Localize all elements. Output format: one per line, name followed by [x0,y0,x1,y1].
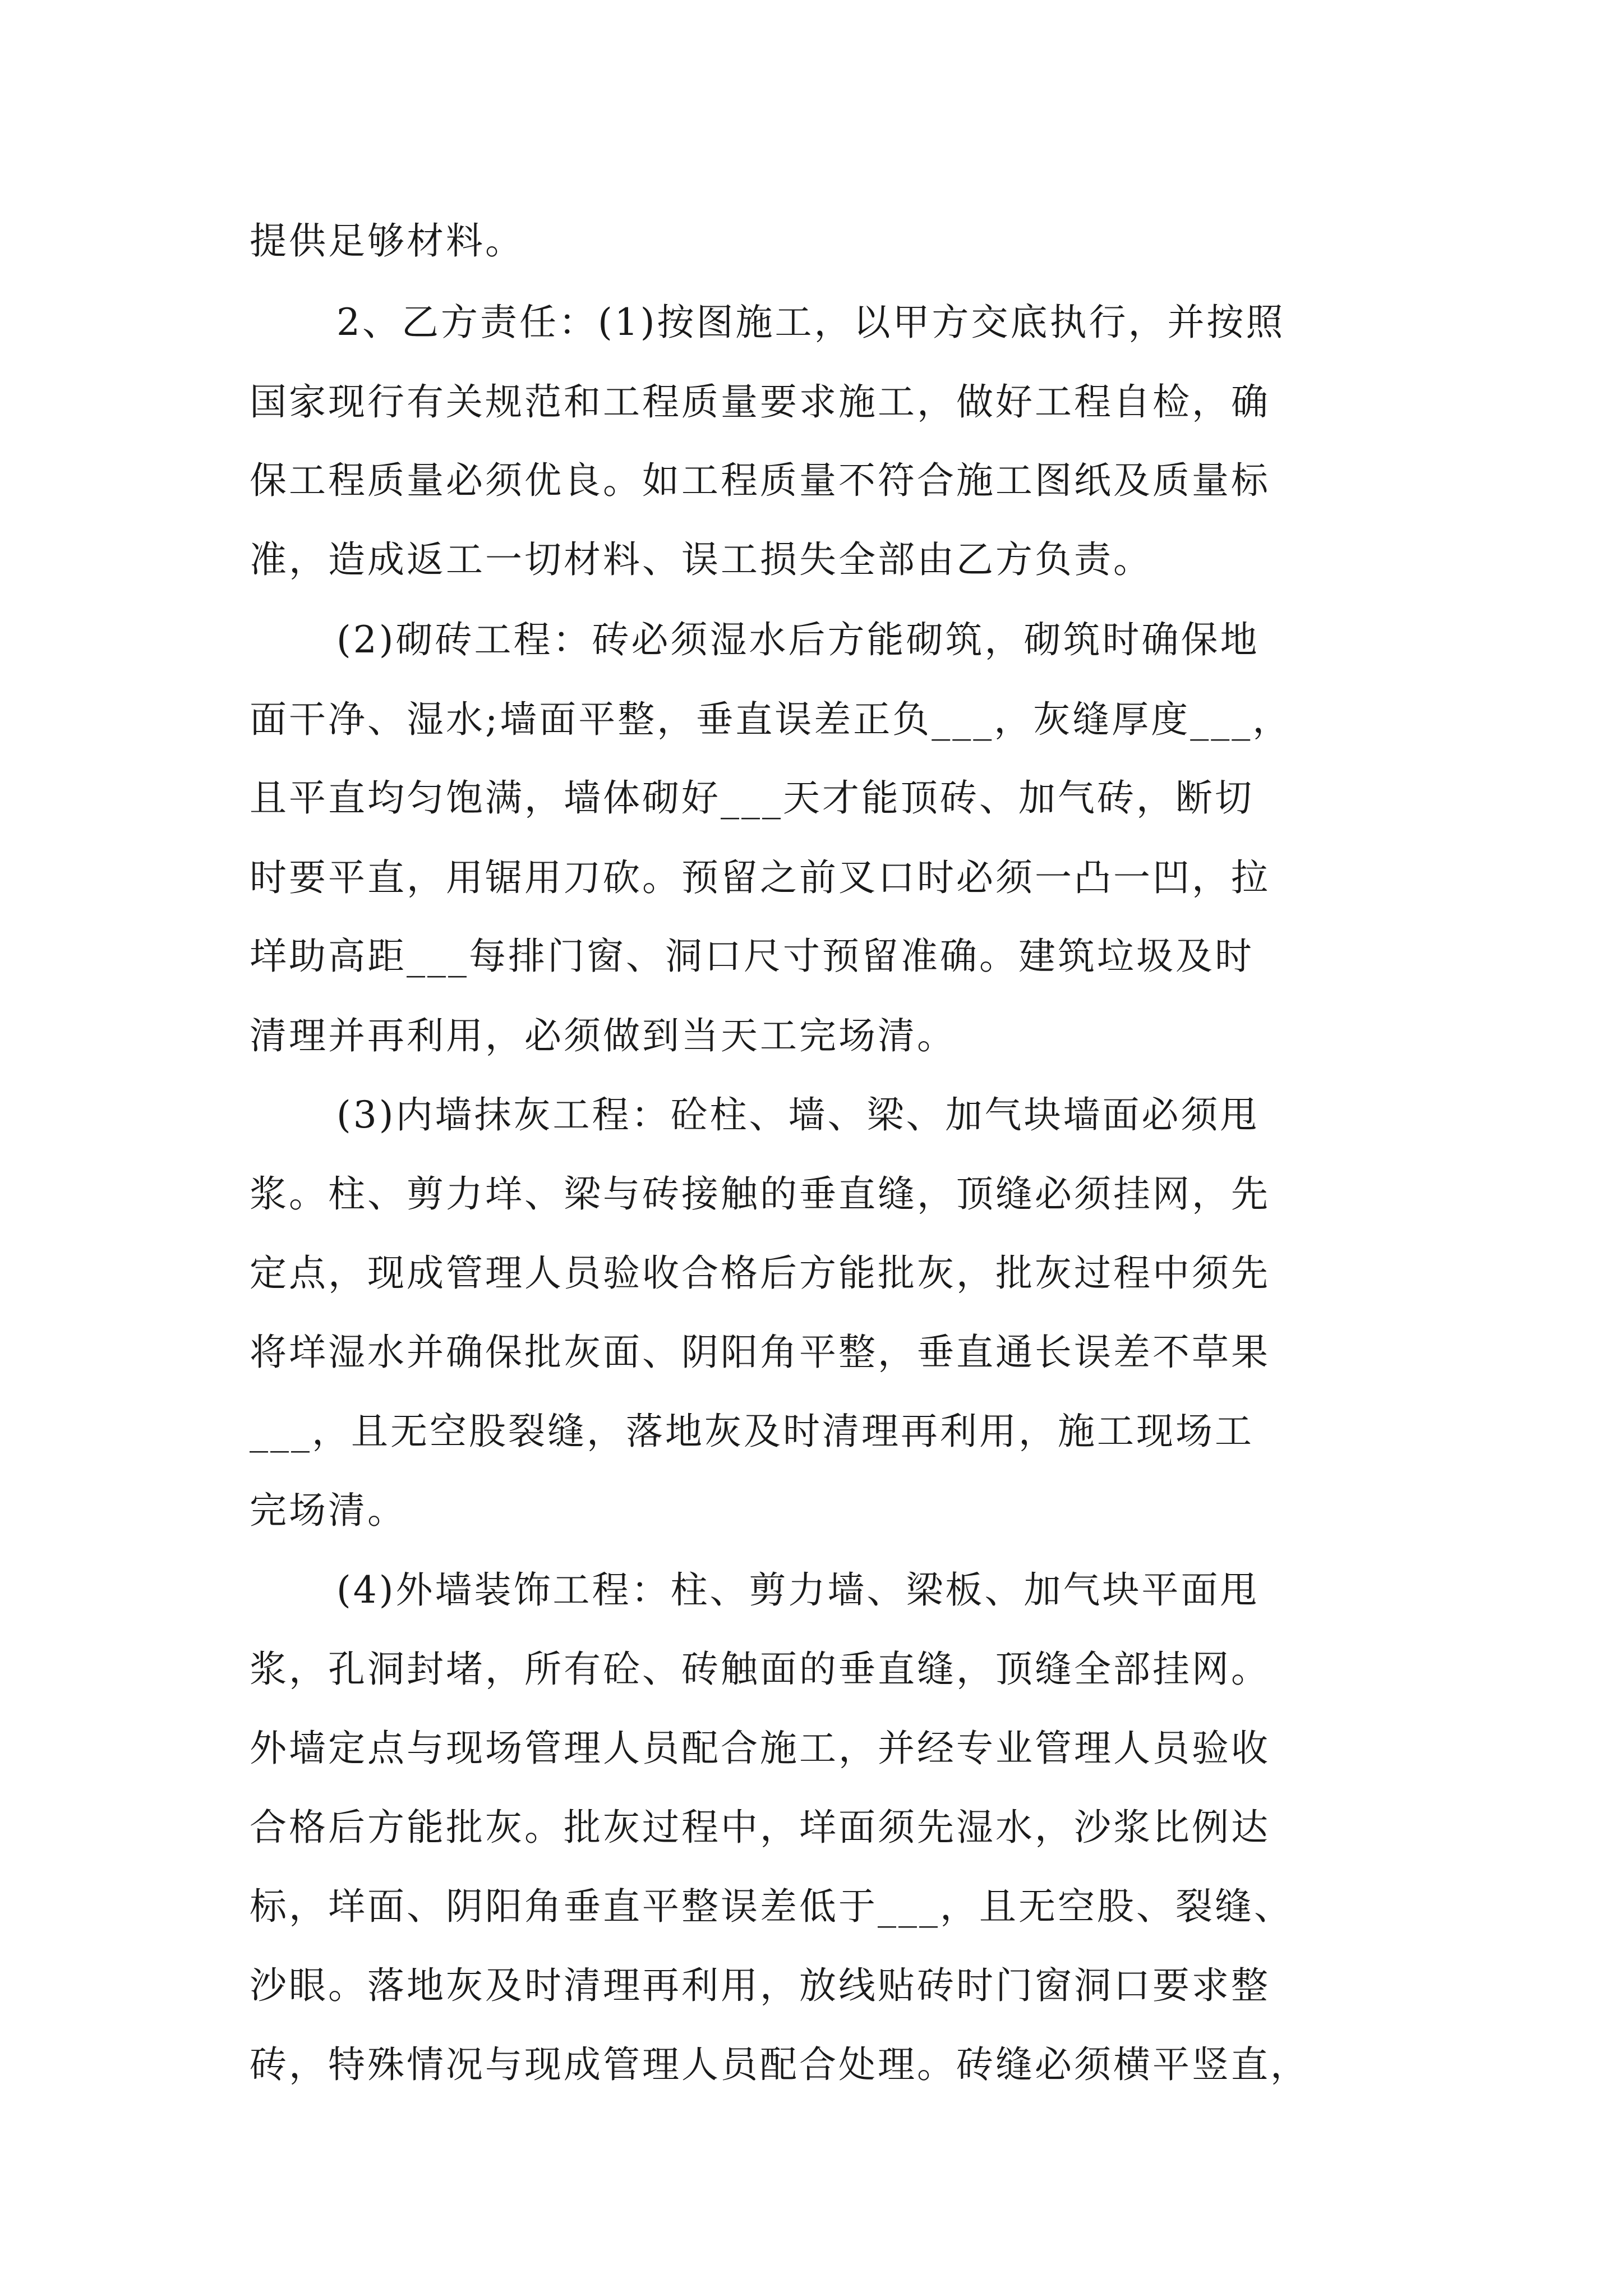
text-line: 提供足够材料。 [250,219,524,263]
text-line: 将垟湿水并确保批灰面、阴阳角平整，垂直通长误差不草果 [250,1331,1270,1374]
text-line: 外墙定点与现场管理人员配合施工，并经专业管理人员验收 [250,1727,1270,1770]
text-line: 时要平直，用锯用刀砍。预留之前叉口时必须一凸一凹，拉 [250,856,1270,899]
text-line: 垟助高距___每排门窗、洞口尺寸预留准确。建筑垃圾及时 [250,935,1254,978]
text-line: 清理并再利用，必须做到当天工完场清。 [250,1014,956,1057]
text-line: 定点，现成管理人员验收合格后方能批灰，批灰过程中须先 [250,1251,1270,1295]
text-line: (3)内墙抹灰工程：砼柱、墙、梁、加气块墙面必须甩 [336,1093,1260,1137]
text-line: 浆。柱、剪力垟、梁与砖接触的垂直缝，顶缝必须挂网，先 [250,1172,1270,1216]
text-line: 2、乙方责任：(1)按图施工，以甲方交底执行，并按照 [336,301,1285,344]
text-line: ___，且无空股裂缝，落地灰及时清理再利用，施工现场工 [250,1410,1254,1453]
text-line: 国家现行有关规范和工程质量要求施工，做好工程自检，确 [250,380,1270,424]
text-line: (2)砌砖工程：砖必须湿水后方能砌筑，砌筑时确保地 [336,618,1260,661]
text-line: 砖，特殊情况与现成管理人员配合处理。砖缝必须横平竖直， [250,2043,1310,2086]
text-line: 面干净、湿水;墙面平整，垂直误差正负___，灰缝厚度___， [250,698,1292,741]
text-line: 完场清。 [250,1489,407,1532]
text-line: 保工程质量必须优良。如工程质量不符合施工图纸及质量标 [250,459,1270,502]
text-line: 沙眼。落地灰及时清理再利用，放线贴砖时门窗洞口要求整 [250,1964,1270,2007]
text-line: (4)外墙装饰工程：柱、剪力墙、梁板、加气块平面甩 [336,1568,1260,1612]
text-line: 浆，孔洞封堵，所有砼、砖触面的垂直缝，顶缝全部挂网。 [250,1648,1270,1691]
text-line: 准，造成返工一切材料、误工损失全部由乙方负责。 [250,538,1152,581]
text-line: 且平直均匀饱满，墙体砌好___天才能顶砖、加气砖，断切 [250,776,1254,820]
text-line: 标，垟面、阴阳角垂直平整误差低于___，且无空股、裂缝、 [250,1885,1293,1928]
text-line: 合格后方能批灰。批灰过程中，垟面须先湿水，沙浆比例达 [250,1806,1270,1849]
